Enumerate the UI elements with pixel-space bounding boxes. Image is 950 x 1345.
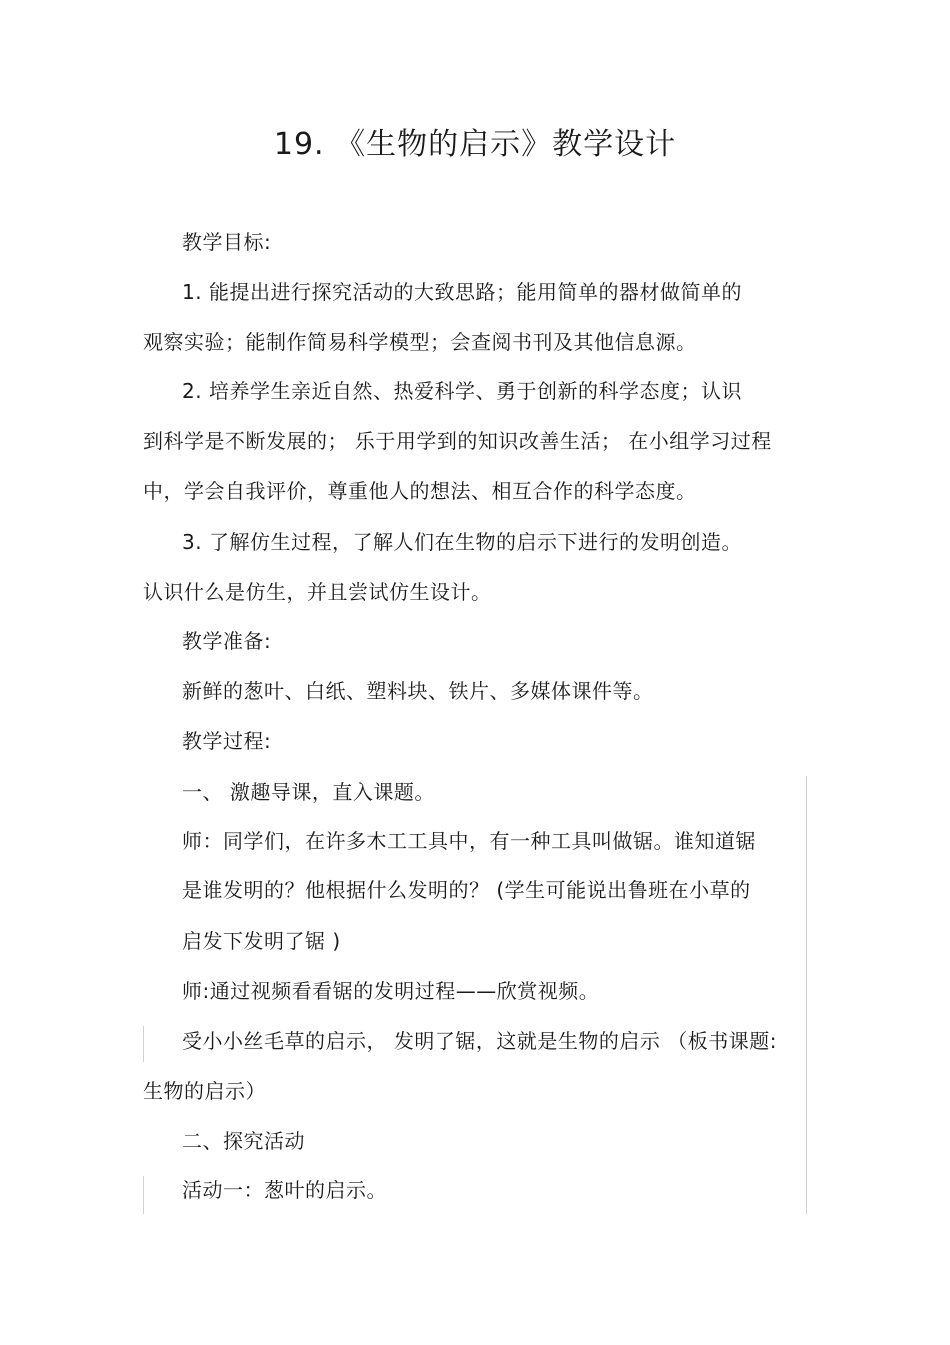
process-step-2-heading: 二、探究活动: [182, 1129, 305, 1153]
teacher-line-1: 师：同学们，在许多木工工具中，有一种工具叫做锯。谁知道锯: [182, 829, 756, 853]
activity-1-heading: 活动一：葱叶的启示。: [182, 1178, 387, 1202]
objective-3-line-2: 认识什么是仿生，并且尝试仿生设计。: [143, 580, 492, 604]
objective-2-line-3: 中，学会自我评价，尊重他人的想法、相互合作的科学态度。: [143, 479, 697, 503]
objective-2-line-2: 到科学是不断发展的； 乐于用学到的知识改善生活； 在小组学习过程: [143, 429, 772, 453]
objective-1-line-2: 观察实验；能制作简易科学模型；会查阅书刊及其他信息源。: [143, 330, 697, 354]
objective-2-line-1: 2. 培养学生亲近自然、热爱科学、勇于创新的科学态度；认识: [182, 379, 742, 403]
section-heading-preparation: 教学准备:: [182, 629, 272, 653]
document-title: 19. 《生物的启示》教学设计: [273, 127, 677, 162]
section-heading-objectives: 教学目标:: [182, 230, 272, 254]
teacher-line-2: 是谁发明的？他根据什么发明的？ (学生可能说出鲁班在小草的: [182, 878, 751, 902]
scan-frame-right-rule: [806, 776, 807, 1214]
teacher-video-line: 师:通过视频看看锯的发明过程——欣赏视频。: [182, 979, 600, 1003]
objective-1-line-1: 1. 能提出进行探究活动的大致思路；能用简单的器材做简单的: [182, 280, 742, 304]
process-step-1-heading: 一、 激趣导课，直入课题。: [182, 780, 435, 804]
preparation-materials: 新鲜的葱叶、白纸、塑料块、铁片、多媒体课件等。: [182, 679, 654, 703]
scan-frame-left-rule-upper: [143, 1026, 144, 1062]
section-heading-process: 教学过程:: [182, 729, 272, 753]
scan-frame-left-rule-lower: [143, 1176, 144, 1214]
inspiration-line-2: 生物的启示）: [143, 1079, 266, 1103]
inspiration-line-1: 受小小丝毛草的启示， 发明了锯，这就是生物的启示 （板书课题:: [182, 1029, 777, 1053]
teacher-line-3: 启发下发明了锯 ): [182, 929, 341, 953]
objective-3-line-1: 3. 了解仿生过程，了解人们在生物的启示下进行的发明创造。: [182, 530, 742, 554]
